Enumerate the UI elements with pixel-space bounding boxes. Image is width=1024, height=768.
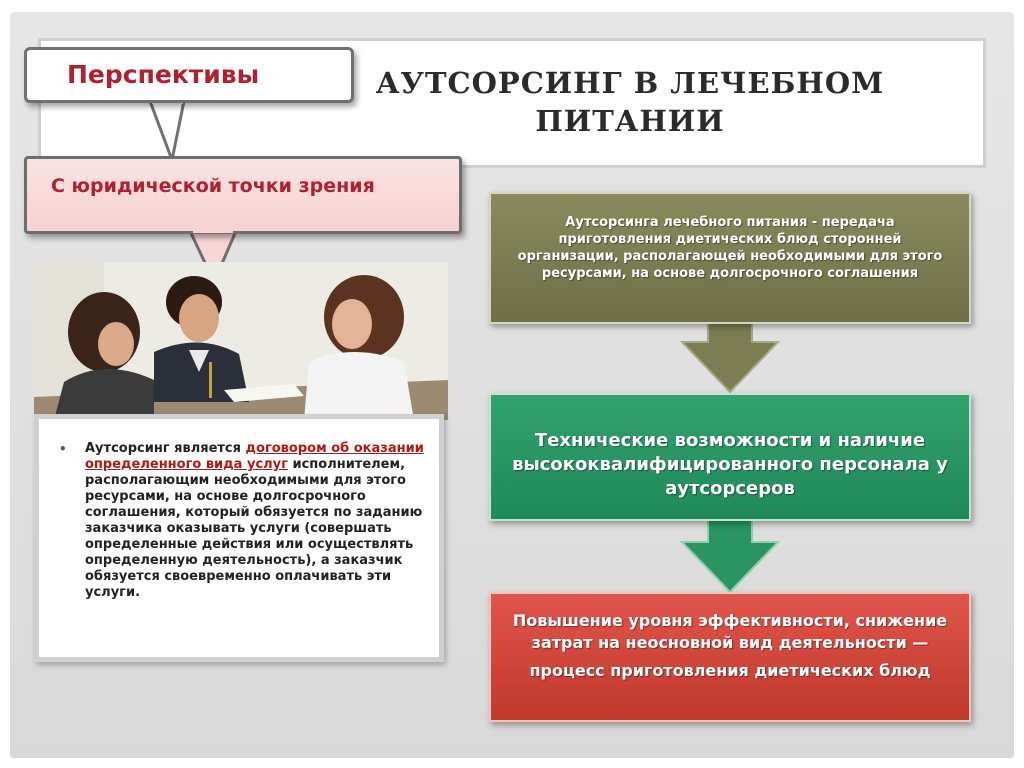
bullet-dot: •	[59, 442, 67, 456]
slide-title: АУТСОРСИНГ В ЛЕЧЕБНОМ ПИТАНИИ	[375, 66, 885, 138]
definition-text-start: Аутсорсинг является	[85, 441, 246, 456]
legal-view-callout: С юридической точки зрения	[24, 156, 462, 234]
flow-step-capabilities: Технические возможности и наличие высококвалифицированного персонала у аутсорсеров	[489, 393, 971, 521]
efficiency-text: Повышение уровня эффективности, снижение затрат на неосновной вид деятельности —	[512, 611, 948, 652]
definition-text	[85, 441, 431, 601]
business-meeting-photo	[34, 262, 448, 420]
flow-step-efficiency	[489, 592, 971, 722]
definition-bullet-item	[59, 441, 431, 601]
definition-text-end: исполнителем, располагающим необходимыми для этого ресурсами, на основе долгосрочного соглашения, который обязуется по заданию заказчика оказывать услуги (совершать определенные действия или осуществлять определенную деятельность), а заказчик обязуется своевременно оплачивать эти услуги.	[85, 457, 423, 600]
perspectives-callout: Перспективы	[24, 47, 354, 103]
meeting-illustration	[34, 262, 448, 420]
efficiency-process-text: процесс приготовления диетических блюд	[529, 661, 931, 680]
definition-textbox	[34, 414, 444, 662]
definition-highlight: договором об оказании определенного вида услуг	[85, 441, 424, 472]
flow-step-definition: Аутсорсинга лечебного питания - передача приготовления диетических блюд сторонней организации, располагающей необходимыми для этого ресурсами, на основе долгосрочного соглашения	[489, 192, 971, 324]
